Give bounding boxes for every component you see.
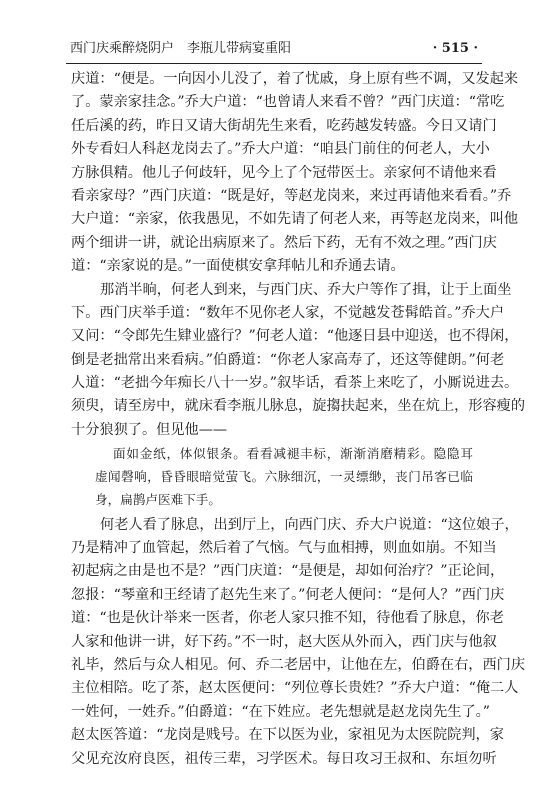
text-line: 父见充汝府良医，祖传三辈，习学医术。每日攻习王叔和、东垣勿听 <box>71 750 497 767</box>
text-line: 人家和他讲一讲，好下药。”不一时，赵大医从外而入，西门庆与他叙 <box>71 633 497 650</box>
paragraph-2 <box>71 279 526 443</box>
text-line: 何老人看了脉息，出到厅上，向西门庆、乔大户说道：“这位娘子， <box>100 516 519 533</box>
text-line: 赵太医答道：“龙岗是贱号。在下以医为业，家祖见为太医院院判，家 <box>71 727 504 744</box>
text-line: 倒是老拙常出来看病。”伯爵道：“你老人家高寿了，还这等健朗。”何老 <box>71 351 505 368</box>
text-line: 看亲家母？”西门庆道：“既是好，等赵龙岗来，来过再请他来看看。”乔 <box>71 187 512 204</box>
text-line: 人道：“老拙今年痴长八十一岁。”叙毕话，看茶上来吃了，小厮说进去。 <box>71 375 519 392</box>
text-line: 忽报：“琴童和王经请了赵先生来了。”何老人便问：“是何人？”西门庆 <box>71 586 505 603</box>
text-line: 外专看妇人科赵龙岗去了。”乔大户道：“咱县门前住的何老人，大小 <box>71 141 490 158</box>
text-line: 方脉俱精。他儿子何歧轩，见今上了个冠带医士。亲家何不请他来看 <box>71 164 497 181</box>
text-line: 两个细讲一讲，就论出病原来了。然后下药，无有不效之理。”西门庆 <box>71 234 497 251</box>
text-line: 又问：“令郎先生肄业盛行？”何老人道：“他逐日县中迎送，也不得闲， <box>71 328 519 345</box>
text-line: 了。蒙亲家挂念。”乔大户道：“也曾请人来看不曾？”西门庆道：“常吃 <box>71 94 505 111</box>
text-line: 道：“也是伙计举来一医者，你老人家只推不知，待他看了脉息，你老 <box>71 610 504 627</box>
running-title: 西门庆乘醉烧阴户 李瓶儿带病宴重阳 <box>70 41 292 56</box>
verse-line: 面如金纸，体似银条。看看减褪丰标，渐渐消磨精彩。隐隐耳 <box>113 446 473 462</box>
text-line: 须臾，请至房中，就床看李瓶儿脉息，旋搊扶起来，坐在炕上，形容瘦的 <box>71 398 526 415</box>
paragraph-3 <box>71 514 526 771</box>
text-line: 大户道：“亲家，依我愚见，不如先请了何老人来，再等赵龙岗来，叫他 <box>71 211 519 228</box>
text-line: 十分狼狈了。但见他—— <box>71 421 228 438</box>
text-line: 初起病之由是也不是？”西门庆道：“是便是，却如何治疗？”正论间， <box>71 563 505 580</box>
verse-line: 身，扁鹊卢医难下手。 <box>95 491 221 507</box>
text-line: 礼毕，然后与众人相见。何、乔二老居中，让他在左，伯爵在右，西门庆 <box>71 656 526 673</box>
body-text <box>71 68 526 771</box>
verse-line: 虚闻磬响，昏昏眼暗觉萤飞。六脉细沉，一灵缥缈，丧门吊客已临 <box>95 469 473 485</box>
text-line: 乃是精冲了血管起，然后着了气恼。气与血相搏，则血如崩。不知当 <box>71 540 497 557</box>
verse-block <box>71 443 479 511</box>
text-line: 那消半晌，何老人到来，与西门庆、乔大户等作了揖，让于上面坐 <box>100 281 512 298</box>
text-line: 一姓何，一姓乔。”伯爵道：“在下姓应。老先想就是赵龙岗先生了。” <box>71 703 490 720</box>
text-line: 主位相陪。吃了茶，赵太医便问：“列位尊长贵姓？”乔大户道：“俺二人 <box>71 680 519 697</box>
text-line: 道：“亲家说的是。”一面使棋安拿拜帖儿和乔通去请。 <box>71 258 405 275</box>
text-line: 下。西门庆举手道：“数年不见你老人家，不觉越发苍髯皓首。”乔大户 <box>71 304 505 321</box>
page-number: · 515 · <box>432 41 478 56</box>
paragraph-1 <box>71 68 519 279</box>
text-line: 庆道：“便是。一向因小儿没了，着了忧戚，身上原有些不调，又发起来 <box>71 71 519 87</box>
text-line: 任后溪的药，昨日又请大街胡先生来看，吃药越发转盛。今日又请门 <box>71 117 497 134</box>
header-rule <box>66 63 482 64</box>
